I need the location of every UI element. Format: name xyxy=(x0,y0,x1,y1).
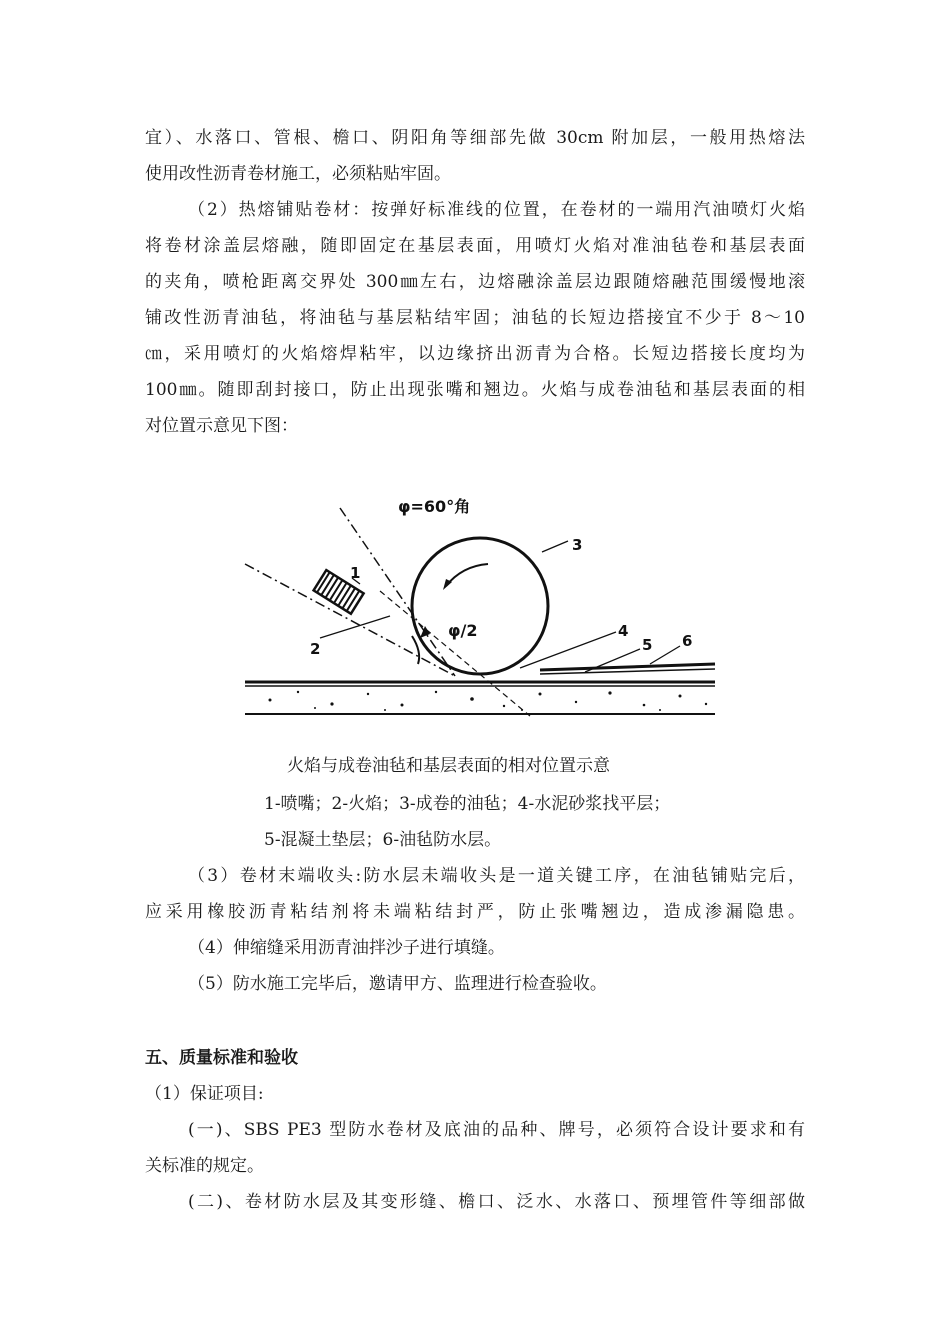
felt-roll-circle xyxy=(412,538,548,674)
paragraph-2-line-1: （2）热熔铺贴卷材：按弹好标准线的位置，在卷材的一端用汽油喷灯火焰 xyxy=(188,200,805,220)
sub-item-1-line-1: (一)、SBS PE3 型防水卷材及底油的品种、牌号，必须符合设计要求和有 xyxy=(188,1120,805,1140)
paragraph-2-line-3: 的夹角，喷枪距离交界处 300㎜左右，边熔融涂盖层边跟随熔融范围缓慢地滚 xyxy=(145,272,805,292)
flame-leader xyxy=(320,616,390,638)
figure-legend-line-1: 1-喷嘴；2-火焰；3-成卷的油毡；4-水泥砂浆找平层； xyxy=(264,794,671,814)
paragraph-2-line-5: ㎝，采用喷灯的火焰熔焊粘牢，以边缘挤出沥青为合格。长短边搭接长度均为 xyxy=(145,344,805,364)
sub-item-2-line-1: (二)、卷材防水层及其变形缝、檐口、泛水、水落口、预埋管件等细部做 xyxy=(188,1192,805,1212)
label-5: 5 xyxy=(642,636,653,654)
paragraph-3-line-2: 应采用橡胶沥青粘结剂将未端粘结封严，防止张嘴翘边，造成渗漏隐患。 xyxy=(145,902,805,922)
paragraph-3-line-1: （3）卷材末端收头:防水层未端收头是一道关键工序，在油毡铺贴完后， xyxy=(188,866,805,886)
label-1: 1 xyxy=(350,564,361,582)
label-2: 2 xyxy=(310,640,321,658)
figure-caption-title: 火焰与成卷油毡和基层表面的相对位置示意 xyxy=(287,756,610,776)
half-angle-label: φ/2 xyxy=(448,621,478,640)
paragraph-1-line-1: 宜）、水落口、管根、檐口、阴阳角等细部先做 30cm 附加层，一般用热熔法 xyxy=(145,128,805,148)
label-4: 4 xyxy=(618,622,629,640)
paragraph-4: （4）伸缩缝采用沥青油拌沙子进行填缝。 xyxy=(188,938,505,958)
leader-3 xyxy=(542,541,568,552)
angle-label: φ=60°角 xyxy=(398,497,471,516)
leader-4 xyxy=(520,632,616,668)
label-3: 3 xyxy=(572,536,583,554)
paragraph-1-line-2: 使用改性沥青卷材施工，必须粘贴牢固。 xyxy=(145,164,451,184)
half-angle-arc xyxy=(412,636,419,664)
paragraph-5: （5）防水施工完毕后，邀请甲方、监理进行检查验收。 xyxy=(188,974,607,994)
rotation-arrow xyxy=(446,564,488,586)
paragraph-2-line-2: 将卷材涂盖层熔融，随即固定在基层表面，用喷灯火焰对准油毡卷和基层表面 xyxy=(145,236,805,256)
paragraph-2-line-6: 100㎜。随即刮封接口，防止出现张嘴和翘边。火焰与成卷油毡和基层表面的相 xyxy=(145,380,805,400)
concrete-texture xyxy=(269,691,708,711)
label-6: 6 xyxy=(682,632,693,650)
item-1: （1）保证项目: xyxy=(145,1084,264,1104)
torch-roll-diagram xyxy=(240,486,720,722)
paragraph-2-line-4: 铺改性沥青油毡，将油毡与基层粘结牢固；油毡的长短边搭接宜不少于 8～10 xyxy=(145,308,805,328)
section-heading: 五、质量标准和验收 xyxy=(145,1048,298,1068)
paragraph-2-line-7: 对位置示意见下图： xyxy=(145,416,298,436)
leader-6 xyxy=(650,646,680,664)
figure-legend-line-2: 5-混凝土垫层；6-油毡防水层。 xyxy=(264,830,502,850)
bisector-line xyxy=(380,591,530,716)
sub-item-1-line-2: 关标准的规定。 xyxy=(145,1156,264,1176)
